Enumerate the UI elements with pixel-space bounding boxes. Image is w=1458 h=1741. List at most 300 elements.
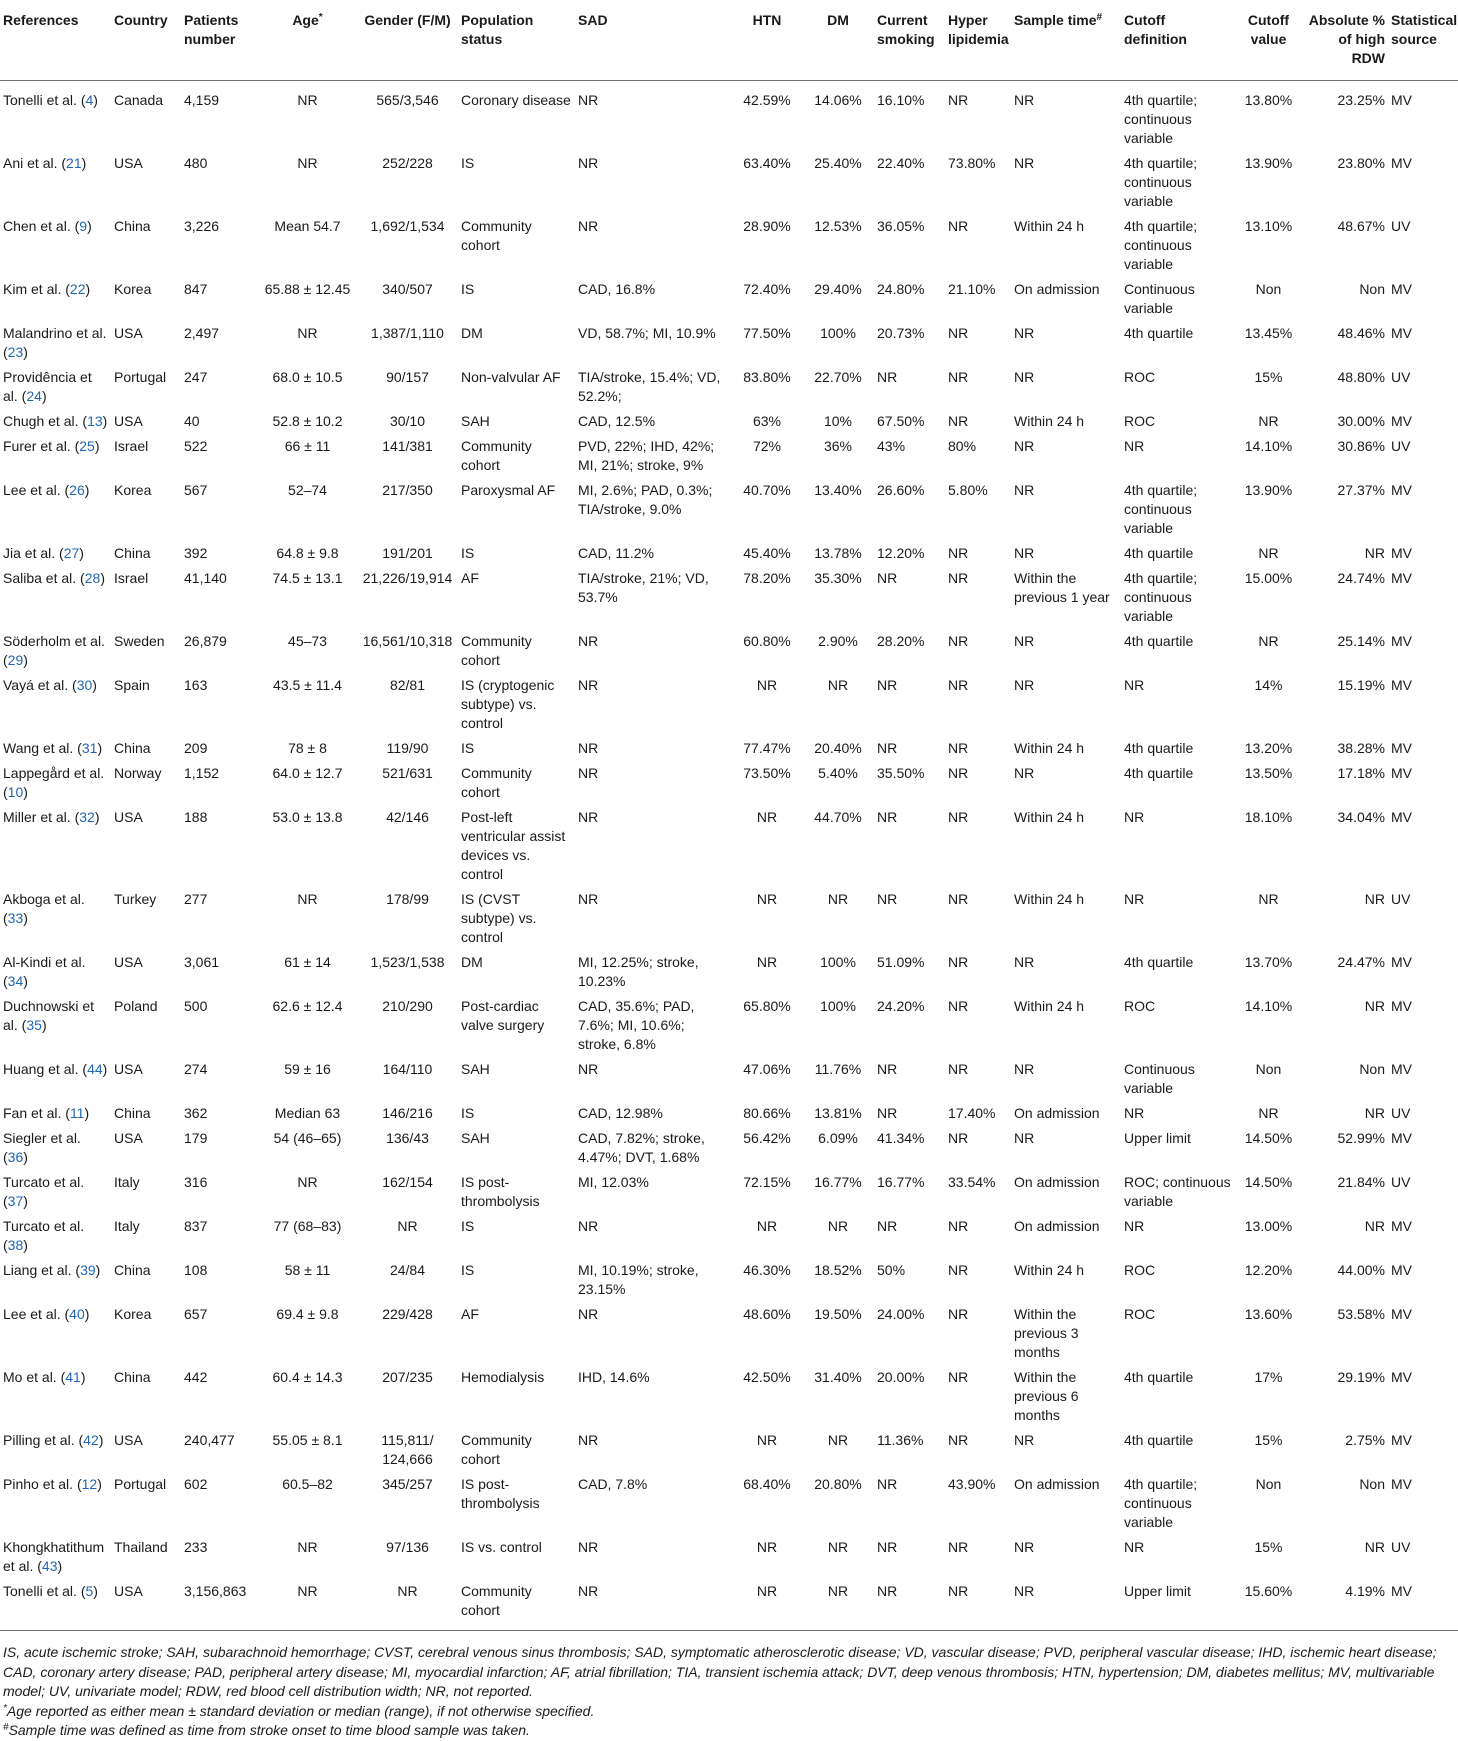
citation-link[interactable]: 22 [69,281,86,297]
table-cell: 42.59% [743,92,791,108]
reference-name: Saliba et al. [3,570,77,586]
reference-cell: Kim et al. (22) [3,281,91,297]
table-cell: China [114,740,151,756]
table-cell: NR [578,1218,599,1234]
table-row [0,760,1458,804]
table-cell: NR [756,809,778,825]
table-cell: NR [1258,545,1279,561]
citation-link[interactable]: 24 [26,388,42,404]
table-cell: Korea [114,281,152,297]
table-cell: 16.77% [877,1174,925,1190]
table-cell: 13.70% [1244,954,1293,970]
table-cell: 162/154 [382,1174,433,1190]
table-cell: 30/10 [389,413,426,429]
table-cell: NR [1364,891,1385,907]
table-cell: 240,477 [184,1432,235,1448]
table-cell: 43% [877,438,906,454]
age-footnote-mark: * [3,1702,7,1714]
table-cell: 82/81 [389,677,426,693]
table-cell: NR [578,1061,599,1077]
table-cell: Within 24 h [1014,1262,1085,1278]
reference-cell: Tonelli et al. (5) [0,1578,111,1631]
table-cell: Sweden [114,633,165,649]
table-cell: IS [461,740,475,756]
table-cell: NR [578,1432,599,1448]
table-row [0,565,1458,628]
table-cell: PVD, 22%; IHD, 42%; MI, 21%; stroke, 9% [578,438,715,473]
table-cell: 565/3,546 [376,92,439,108]
table-cell: 15.19% [1337,677,1385,693]
table-cell: 29.40% [814,281,862,297]
table-cell: UV [1391,1105,1411,1121]
table-cell: Non [1255,1061,1282,1077]
table-cell: 11.36% [877,1432,924,1448]
table-cell: 18.10% [1244,809,1293,825]
sample-footnote-mark: # [3,1722,9,1733]
citation-link[interactable]: 11 [69,1105,85,1121]
table-cell: Non [1359,281,1385,297]
citation-link[interactable]: 43 [41,1558,58,1574]
table-cell: 188 [184,809,208,825]
table-cell: ROC [1124,413,1156,429]
table-cell: 67.50% [877,413,925,429]
table-row [0,993,1458,1056]
table-cell: NR [1014,1061,1035,1077]
table-cell: 12.53% [814,218,862,234]
table-cell: 1,387/1,110 [371,325,444,341]
citation-link[interactable]: 41 [65,1369,81,1385]
table-cell: 5.40% [818,765,858,781]
table-cell: 52–74 [288,482,327,498]
column-header [258,0,357,81]
column-header [181,0,258,81]
reference-name: Lee et al. [3,482,61,498]
table-cell: Italy [114,1218,140,1234]
table-cell: ROC; continuous variable [1124,1174,1231,1209]
table-cell: NR [948,954,969,970]
table-cell: 217/350 [382,482,433,498]
table-cell: NR [1014,633,1035,649]
table-cell: 60.80% [743,633,791,649]
table-cell: 14.50% [1244,1174,1293,1190]
table-cell: 229/428 [382,1306,433,1322]
table-cell: On admission [1014,1476,1100,1492]
reference-name: Duchnowski et al. [3,998,95,1033]
citation-link[interactable]: 40 [69,1306,85,1322]
table-cell: 34.04% [1337,809,1385,825]
citation-link[interactable]: 35 [26,1017,42,1033]
table-cell: 56.42% [743,1130,791,1146]
table-cell: 100% [820,954,856,970]
table-cell: MV [1391,765,1412,781]
reference-cell: Tonelli et al. (4) [3,92,98,108]
table-cell: 21,226/19,914 [362,570,453,586]
table-cell: 19.50% [814,1306,862,1322]
table-cell: 30.00% [1337,413,1385,429]
table-cell: SAH [461,413,490,429]
citation-link[interactable]: 31 [81,740,98,756]
table-cell: CAD, 12.98% [578,1105,663,1121]
table-cell: IS (cryptogenic subtype) vs. control [461,677,555,731]
citation-link[interactable]: 26 [69,482,85,498]
table-cell: 33.54% [948,1174,996,1190]
table-cell: NR [578,1306,599,1322]
table-cell: Israel [114,438,149,454]
table-cell: 340/507 [382,281,433,297]
table-cell: 24.74% [1337,570,1385,586]
table-row [0,949,1458,993]
reference-cell: Akboga et al. (33) [3,891,85,926]
table-cell: 1,692/1,534 [370,218,445,234]
table-cell: 14.10% [1244,998,1293,1014]
table-cell: MV [1391,677,1412,693]
table-cell: Continuous variable [1124,281,1195,316]
table-cell: 66 ± 11 [284,438,331,454]
column-header-label: HTN [752,12,782,28]
table-cell: Within the previous 3 months [1014,1306,1079,1360]
citation-link[interactable]: 44 [87,1061,103,1077]
table-cell: 4th quartile [1124,740,1194,756]
table-row [0,1471,1458,1534]
table-cell: Portugal [114,369,167,385]
table-cell: 30.86% [1337,438,1385,454]
table-cell: China [114,1105,151,1121]
citation-link[interactable]: 27 [63,545,80,561]
table-cell: 72% [752,438,782,454]
table-cell: 24.20% [877,998,925,1014]
table-cell: 210/290 [382,998,433,1014]
table-cell: 64.0 ± 12.7 [272,765,343,781]
table-cell: CAD, 11.2% [578,545,654,561]
table-cell: NR [948,545,969,561]
table-cell: NR [1124,677,1145,693]
table-cell: USA [114,325,143,341]
table-cell: 13.40% [814,482,862,498]
table-cell: NR [756,954,778,970]
table-cell: 40 [184,413,200,429]
reference-cell: Khongkhatithum et al. (43) [3,1539,105,1574]
citation-link[interactable]: 36 [7,1149,24,1165]
table-cell: 80.66% [743,1105,791,1121]
table-cell: NR [945,1578,1011,1631]
table-cell: On admission [1014,1105,1100,1121]
table-cell: 28.90% [743,218,791,234]
table-cell: 38.28% [1337,740,1385,756]
reference-name: Providência et al. [3,369,92,404]
reference-cell: Turcato et al. (38) [3,1218,85,1253]
table-cell: NR [1124,438,1145,454]
table-cell: 178/99 [386,891,429,907]
citation-link[interactable]: 32 [79,809,95,825]
table-cell: Within 24 h [1014,413,1085,429]
table-cell: MV [1391,1476,1412,1492]
table-cell: IS [461,155,475,171]
table-cell: NR [575,1578,732,1631]
table-cell: China [114,1262,151,1278]
citation-link[interactable]: 34 [7,973,24,989]
citation-link[interactable]: 9 [79,218,88,234]
table-cell: Continuous variable [1124,1061,1195,1096]
table-cell: NR [827,891,849,907]
table-cell: MV [1391,954,1412,970]
table-cell: AF [461,570,479,586]
table-cell: NR [297,1539,318,1555]
table-cell: Community cohort [461,1432,532,1467]
table-cell: NR [877,1476,898,1492]
reference-cell: Wang et al. (31) [3,740,103,756]
table-cell: Thailand [114,1539,168,1555]
table-cell: NR [258,1578,357,1631]
table-cell: 17.40% [948,1105,996,1121]
table-cell: 521/631 [382,765,433,781]
column-header-label: Country [114,12,168,28]
table-cell: USA [114,954,143,970]
reference-name: Mo et al. [3,1369,57,1385]
table-cell: Korea [114,482,152,498]
table-cell: Post-cardiac valve surgery [461,998,545,1033]
table-cell: 6.09% [818,1130,858,1146]
table-cell: 108 [184,1262,208,1278]
column-header-label: DM [827,12,849,28]
reference-name: Lee et al. [3,1306,61,1322]
column-header [1235,0,1302,81]
table-cell: NR [578,92,599,108]
table-cell: 4th quartile; continuous variable [1124,570,1198,624]
table-cell: 362 [184,1105,208,1121]
table-row [0,276,1458,320]
table-cell: NR [756,1218,778,1234]
table-cell: 24.80% [877,281,925,297]
table-cell: 20.40% [814,740,862,756]
column-header [0,0,111,81]
table-cell: IS vs. control [461,1539,542,1555]
table-cell: UV [1391,438,1411,454]
column-header [1388,0,1458,81]
citation-link[interactable]: 4 [85,92,94,108]
table-cell: 164/110 [382,1061,433,1077]
table-cell: 72.40% [743,281,791,297]
table-cell: NR [948,325,969,341]
table-cell: NR [578,633,599,649]
table-cell: 60.5–82 [282,1476,333,1492]
table-cell: 36% [823,438,853,454]
table-cell: NR [1258,633,1279,649]
table-cell: 13.81% [814,1105,862,1121]
table-cell: DM [461,954,483,970]
table-cell: NR [756,677,778,693]
table-cell: 442 [184,1369,208,1385]
citation-link[interactable]: 28 [84,570,101,586]
table-cell: NR [877,677,898,693]
table-cell: 141/381 [382,438,433,454]
table-cell: NR [948,1262,969,1278]
reference-name: Akboga et al. [3,891,85,907]
table-cell: 12.20% [877,545,925,561]
table-cell: Community cohort [461,765,532,800]
reference-cell: Lee et al. (26) [3,482,90,498]
table-cell: 63.40% [743,155,791,171]
table-cell: USA [114,1432,143,1448]
reference-name: Siegler et al. [3,1130,81,1146]
table-row [0,1100,1458,1125]
table-cell: Within 24 h [1014,891,1085,907]
table-cell: NR [1014,482,1035,498]
table-cell: CAD, 7.82%; stroke, 4.47%; DVT, 1.68% [578,1130,705,1165]
table-cell: 68.40% [743,1476,791,1492]
table-cell: NR [1124,891,1145,907]
citation-link[interactable]: 25 [79,438,95,454]
table-cell: NR [578,218,599,234]
table-cell: NR [827,1432,849,1448]
table-cell: Korea [114,1306,152,1322]
abbreviations-note: IS, acute ischemic stroke; SAH, subarachnoid hemorrhage; CVST, cerebral venous sinus thrombosis; SAD, symptomatic atherosclerotic disease; VD, vascular disease; PVD, peripheral vascular disease; IHD, ischemic heart disease; CAD, coronary artery disease; PAD, peripheral artery disease; MI, myocardial infarction; AF, atrial fibrillation; TIA, transient ischemia attack; DVT, deep venous thrombosis; HTN, hypertension; DM, diabetes mellitus; MV, multivariable model; UV, univariate model; RDW, red blood cell distribution width; NR, not reported. [3,1644,1437,1699]
table-cell: NR [877,1539,898,1555]
table-cell: NR [948,891,969,907]
table-cell: NR [1014,1130,1035,1146]
table-cell: NR [948,633,969,649]
column-header-label: References [3,12,79,28]
table-cell: NR [578,677,599,693]
table-cell: IS post-thrombolysis [461,1174,540,1209]
table-cell: 4th quartile; continuous variable [1124,92,1198,146]
table-cell: 65.80% [743,998,791,1014]
citation-link[interactable]: 38 [7,1237,24,1253]
citation-link[interactable]: 5 [85,1583,94,1599]
table-row [0,150,1458,213]
table-cell: NR [1014,677,1035,693]
table-header-row [0,0,1458,81]
table-cell: 44.00% [1337,1262,1385,1278]
table-cell: NR [948,765,969,781]
citation-link[interactable]: 42 [83,1432,99,1448]
table-cell: NR [948,1539,969,1555]
table-cell: CAD, 16.8% [578,281,656,297]
table-cell: Non [1255,281,1282,297]
table-cell: NR [948,92,969,108]
table-cell: Paroxysmal AF [461,482,556,498]
table-cell: NR [578,740,599,756]
table-cell: 23.25% [1337,92,1385,108]
column-header-label: Current smoking [877,12,935,47]
table-cell: 73.80% [948,155,996,171]
table-cell: 2.90% [818,633,858,649]
table-cell: 4th quartile [1124,1432,1194,1448]
table-cell: NR [948,570,969,586]
table-cell: NR [1258,413,1279,429]
table-cell: 13.90% [1244,482,1293,498]
table-cell: 5.80% [948,482,988,498]
table-cell: UV [1391,1174,1411,1190]
column-header [1302,0,1388,81]
table-cell: NR [397,1218,418,1234]
table-cell: 22.40% [877,155,925,171]
table-cell: 15.60% [1235,1578,1302,1631]
table-cell: China [114,1369,151,1385]
table-cell: USA [114,1130,143,1146]
citation-link[interactable]: 29 [7,652,24,668]
citation-link[interactable]: 12 [81,1476,98,1492]
table-cell: ROC [1124,1262,1156,1278]
column-header [945,0,1011,81]
table-cell: 13.00% [1244,1218,1293,1234]
table-cell: NR [1014,155,1035,171]
reference-cell: Furer et al. (25) [3,438,100,454]
reference-cell: Jia et al. (27) [3,545,84,561]
table-cell: 53.58% [1337,1306,1385,1322]
table-cell: IHD, 14.6% [578,1369,650,1385]
table-cell: 100% [820,325,856,341]
citation-link[interactable]: 23 [7,344,24,360]
table-cell: MV [1391,92,1412,108]
citation-link[interactable]: 33 [7,910,24,926]
table-cell: 345/257 [382,1476,433,1492]
column-header-label: Cutoff value [1247,12,1290,47]
table-cell: Turkey [114,891,157,907]
sample-footnote-text: Sample time was defined as time from stroke onset to time blood sample was taken. [8,1722,530,1738]
table-cell: 77.47% [743,740,791,756]
reference-cell: Liang et al. (39) [3,1262,101,1278]
citation-link[interactable]: 30 [76,677,93,693]
citation-link[interactable]: 21 [66,155,82,171]
table-cell: IS [461,1262,475,1278]
table-cell: NR [948,998,969,1014]
table-cell: MV [1391,740,1412,756]
table-cell: 847 [184,281,208,297]
table-cell: 36.05% [877,218,925,234]
table-cell: Non [1359,1476,1385,1492]
column-header-label: SAD [578,12,608,28]
table-cell: ROC [1124,998,1156,1014]
table-row [0,628,1458,672]
table-cell: 42/146 [386,809,429,825]
table-row [0,1056,1458,1100]
table-cell: 51.09% [877,954,925,970]
table-cell: Non-valvular AF [461,369,561,385]
citation-link[interactable]: 39 [80,1262,96,1278]
table-cell: 115,811/ 124,666 [381,1432,434,1467]
reference-name: Turcato et al. [3,1218,85,1234]
table-cell: MV [1391,1061,1412,1077]
table-cell: 233 [184,1539,208,1555]
table-cell: 31.40% [814,1369,862,1385]
table-cell: 35.50% [877,765,925,781]
table-cell: 68.0 ± 10.5 [272,369,343,385]
reference-name: Pilling et al. [3,1432,75,1448]
table-cell: NR [948,1432,969,1448]
table-cell: 277 [184,891,208,907]
table-cell: Within 24 h [1014,218,1085,234]
table-cell: MI, 2.6%; PAD, 0.3%; TIA/stroke, 9.0% [578,482,713,517]
table-cell: 16.10% [877,92,925,108]
table-cell: MV [1391,545,1412,561]
table-cell: MV [1388,1578,1458,1631]
table-cell: UV [1391,218,1411,234]
table-cell: 41.34% [877,1130,925,1146]
citation-link[interactable]: 10 [7,784,24,800]
table-cell: 64.8 ± 9.8 [276,545,339,561]
citation-link[interactable]: 13 [87,413,103,429]
table-cell: 17% [1254,1369,1283,1385]
table-cell: 13.90% [1244,155,1293,171]
citation-link[interactable]: 37 [7,1193,24,1209]
table-cell: 4th quartile; continuous variable [1124,218,1198,272]
table-cell: 52.8 ± 10.2 [272,413,343,429]
table-cell: NR [1014,545,1035,561]
table-cell: 3,061 [184,954,220,970]
table-cell: DM [461,325,483,341]
column-header-label: Age [292,12,319,28]
table-cell: 18.52% [814,1262,862,1278]
